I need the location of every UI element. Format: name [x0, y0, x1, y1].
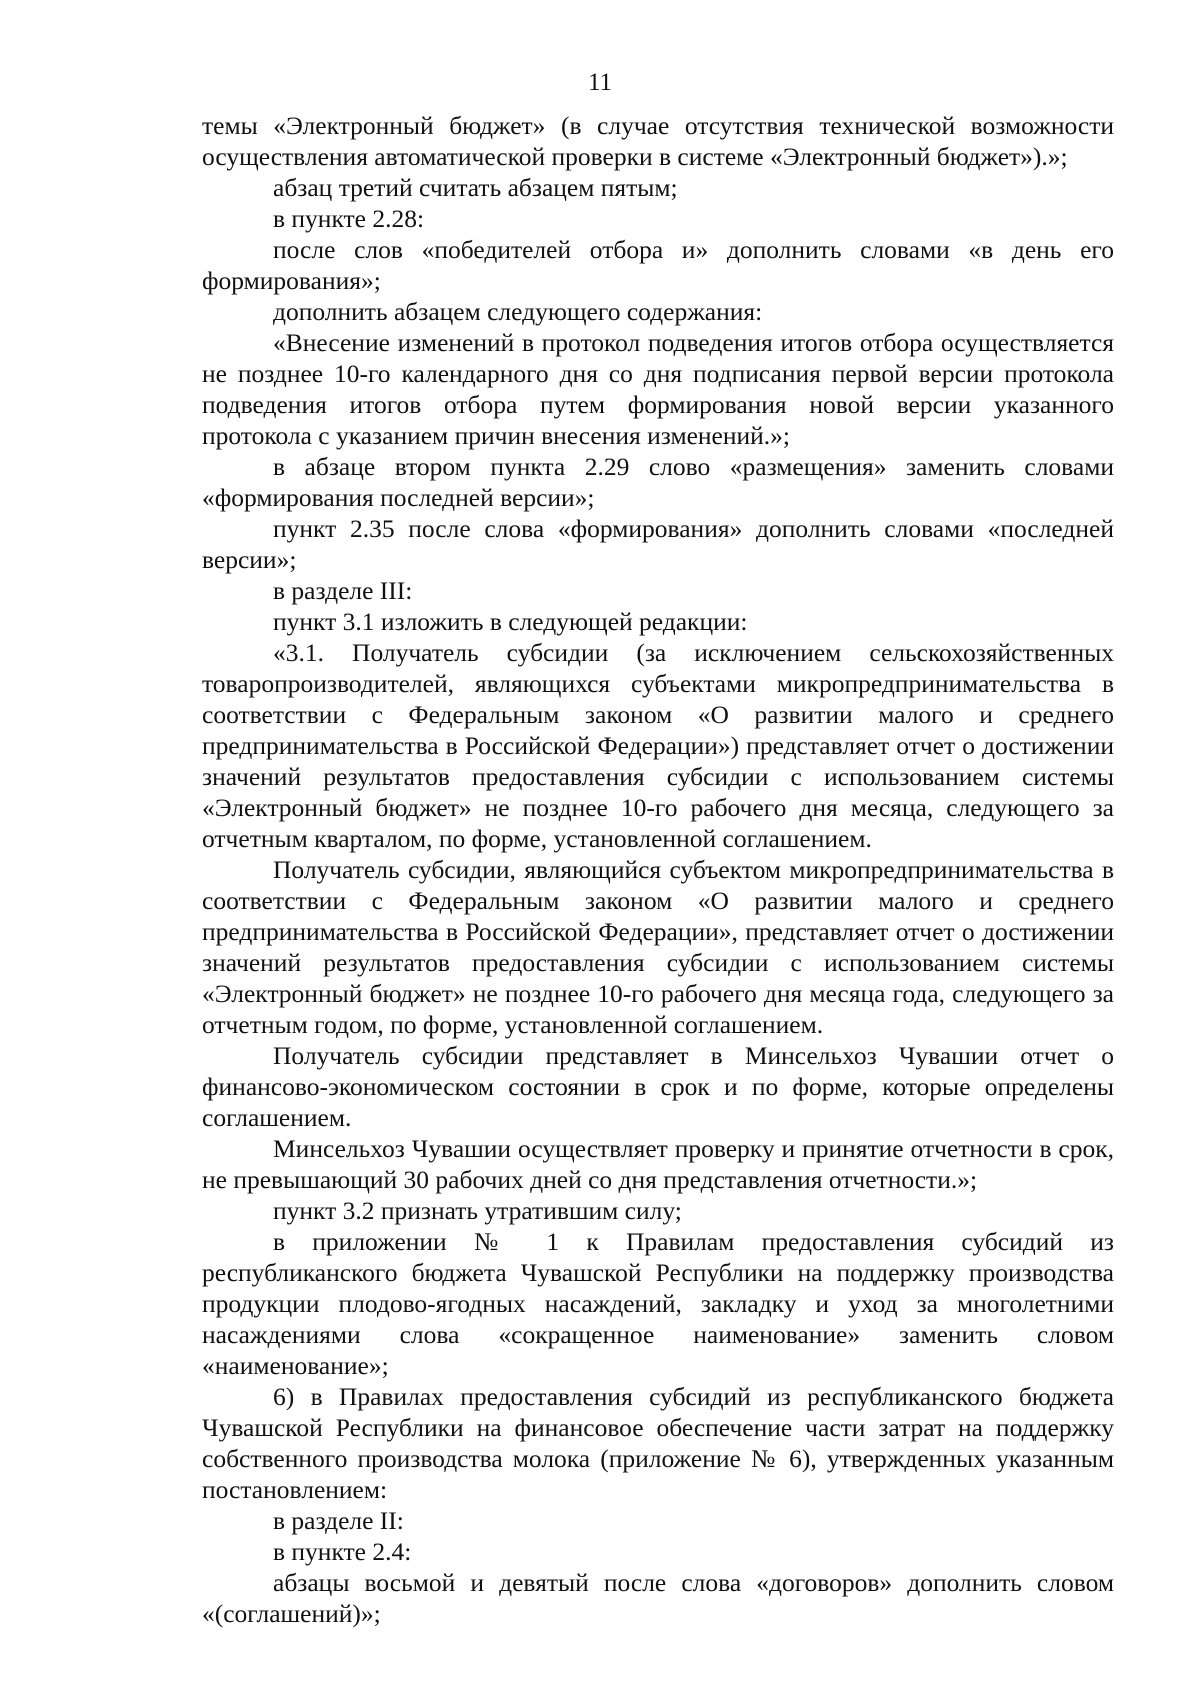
paragraph: дополнить абзацем следующего содержания:: [273, 297, 763, 326]
page-number: 11: [587, 69, 613, 96]
paragraph: Получатель субсидии, являющийся субъектом микропредпринимательства в соответствии с Федеральным законом «О развитии малого и среднего предпринимательства в Российской Федерации», представляет отчет о достижении значений результатов предоставления субсидии с использованием системы «Электронный бюджет» не позднее 10-го рабочего дня месяца года, следующего за отчетным годом, по форме, установленной соглашением.: [202, 855, 1114, 1039]
document-body: [202, 110, 1114, 1629]
paragraph: в абзаце втором пункта 2.29 слово «размещения» заменить словами «формирования последней версии»;: [202, 452, 1114, 512]
paragraph: пункт 3.1 изложить в следующей редакции:: [273, 607, 748, 636]
paragraph: абзац третий считать абзацем пятым;: [273, 173, 678, 202]
paragraph: пункт 3.2 признать утратившим силу;: [273, 1196, 682, 1225]
paragraph: абзацы восьмой и девятый после слова «договоров» дополнить словом «(соглашений)»;: [202, 1568, 1114, 1628]
paragraph: Минсельхоз Чувашии осуществляет проверку и принятие отчетности в срок, не превышающий 30 рабочих дней со дня представления отчетности.»;: [202, 1134, 1114, 1194]
paragraph: в пункте 2.4:: [273, 1537, 412, 1566]
paragraph: «Внесение изменений в протокол подведения итогов отбора осуществляется не позднее 10-го календарного дня со дня подписания первой версии протокола подведения итогов отбора путем формирования новой версии указанного протокола с указанием причин внесения изменений.»;: [202, 328, 1114, 450]
paragraph: 6) в Правилах предоставления субсидий из республиканского бюджета Чувашской Республики на финансовое обеспечение части затрат на поддержку собственного производства молока (приложение № 6), утвержденных указанным постановлением:: [202, 1382, 1114, 1504]
paragraph: в пункте 2.28:: [273, 204, 425, 233]
paragraph: «3.1. Получатель субсидии (за исключением сельскохозяйственных товаропроизводителей, являющихся субъектами микропредпринимательства в соответствии с Федеральным законом «О развитии малого и среднего предпринимательства в Российской Федерации») представляет отчет о достижении значений результатов предоставления субсидии с использованием системы «Электронный бюджет» не позднее 10-го рабочего дня месяца, следующего за отчетным кварталом, по форме, установленной соглашением.: [202, 638, 1114, 853]
paragraph: в приложении № 1 к Правилам предоставления субсидий из республиканского бюджета Чувашской Республики на поддержку производства продукции плодово-ягодных насаждений, закладку и уход за многолетними насаждениями слова «сокращенное наименование» заменить словом «наименование»;: [202, 1227, 1114, 1380]
paragraph: пункт 2.35 после слова «формирования» дополнить словами «последней версии»;: [202, 514, 1114, 574]
paragraph: Получатель субсидии представляет в Минсельхоз Чувашии отчет о финансово-экономическом состоянии в срок и по форме, которые определены соглашением.: [202, 1041, 1114, 1132]
paragraph: темы «Электронный бюджет» (в случае отсутствия технической возможности осуществления автоматической проверки в системе «Электронный бюджет»).»;: [202, 111, 1114, 171]
paragraph: в разделе III:: [273, 576, 413, 605]
paragraph: после слов «победителей отбора и» дополнить словами «в день его формирования»;: [202, 235, 1114, 295]
paragraph: в разделе II:: [273, 1506, 404, 1535]
